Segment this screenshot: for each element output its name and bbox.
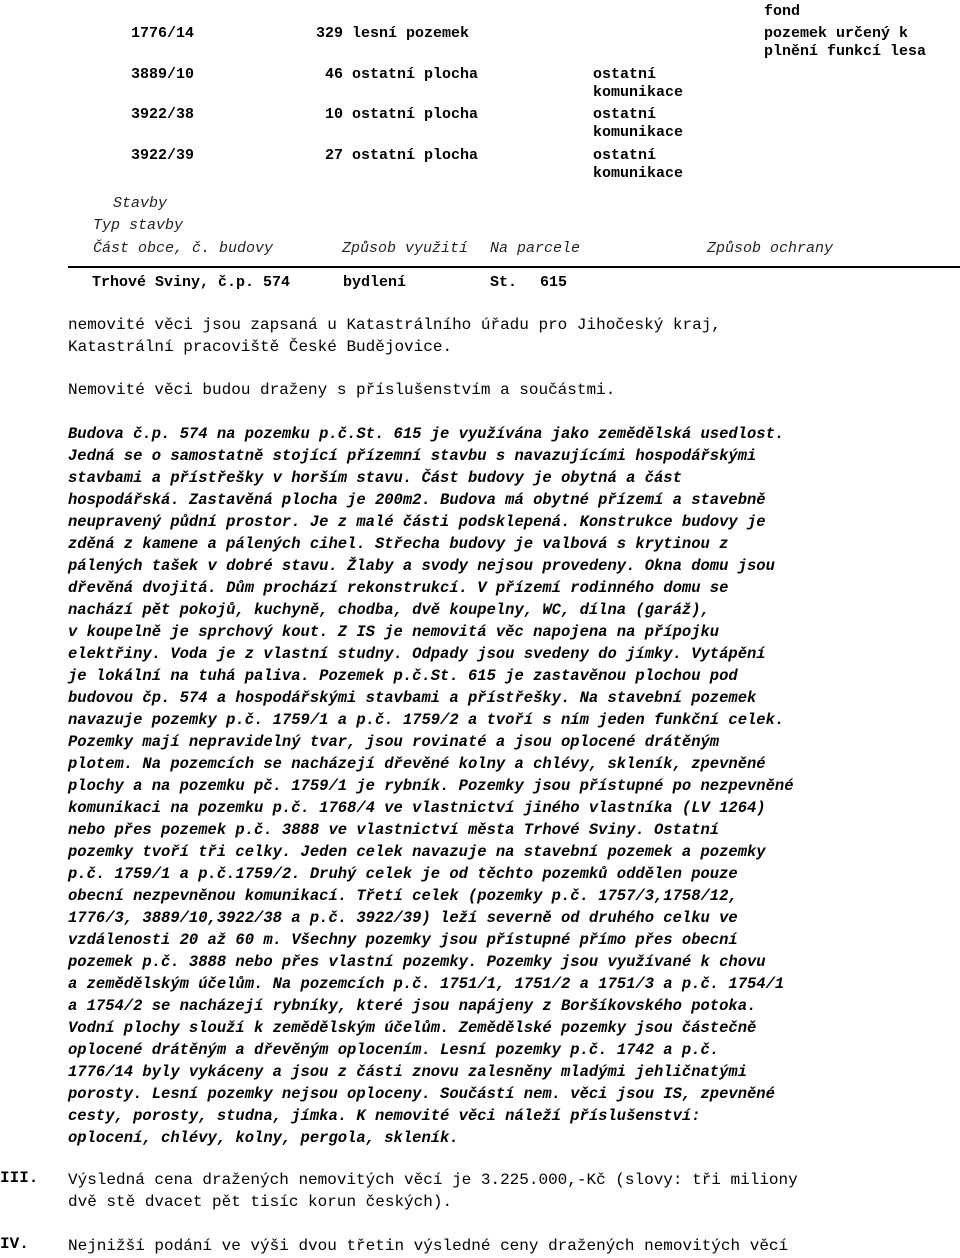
section-III-line: Výsledná cena dražených nemovitých věcí je 3.225.000,-Kč (slovy: tři miliony xyxy=(68,1171,798,1189)
description-line: pálených tašek v dobré stavu. Žlaby a svody nejsou provedeny. Okna domu jsou xyxy=(68,557,775,575)
parcel-use-line-2: komunikace xyxy=(593,84,684,101)
registration-line: Katastrální pracoviště České Budějovice. xyxy=(68,338,453,356)
description-line: porosty. Lesní pozemky nejsou oploceny. Součástí nem. věci jsou IS, zpevněné xyxy=(68,1085,775,1103)
typ-stavby-heading: Typ stavby xyxy=(93,217,184,234)
description-line: oplocení, chlévy, kolny, pergola, skleník. xyxy=(68,1129,459,1147)
description-line: oplocené drátěným a dřevěným oplocením. Lesní pozemky p.č. 1742 a p.č. xyxy=(68,1041,720,1059)
description-line: nebo přes pozemek p.č. 3888 ve vlastnictví města Trhové Sviny. Ostatní xyxy=(68,821,720,839)
stavby-heading: Stavby xyxy=(113,195,168,212)
section-IV-line: Nejnižší podání ve výši dvou třetin výsledné ceny dražených nemovitých věcí xyxy=(68,1237,789,1255)
parcel-use-line-2: komunikace xyxy=(593,124,684,141)
section-III-line: dvě stě dvacet pět tisíc korun českých). xyxy=(68,1193,453,1211)
parcel-use-line-1: ostatní xyxy=(593,66,657,83)
parcel-use-line-2: komunikace xyxy=(593,165,684,182)
registration-paragraph xyxy=(68,314,914,358)
zpusob-ochrany-column-header: Způsob ochrany xyxy=(707,240,834,257)
description-line: budovou čp. 574 a hospodářskými stavbami a přístřešky. Na stavební pozemek xyxy=(68,689,757,707)
section-III-text xyxy=(68,1169,914,1213)
parcel-id: 3889/10 xyxy=(131,66,195,83)
building-use: bydlení xyxy=(343,274,407,291)
description-line: a 1754/2 se nacházejí rybníky, které jsou napájeny z Boršíkovského potoka. xyxy=(68,997,757,1015)
description-line: komunikaci na pozemku p.č. 1768/4 ve vlastnictví jiného vlastníka (LV 1264) xyxy=(68,799,766,817)
parcel-use-line-1: ostatní xyxy=(593,147,657,164)
parcel-desc: 46 ostatní plocha xyxy=(325,66,479,83)
description-line: plochy a na pozemku pč. 1759/1 je rybník. Pozemky jsou přístupné po nezpevněné xyxy=(68,777,794,795)
description-line: navazuje pozemky p.č. 1759/1 a p.č. 1759/2 a tvoří s ním jeden funkční celek. xyxy=(68,711,785,729)
description-line: je lokální na tuhá paliva. Pozemek p.č.St. 615 je zastavěnou plochou pod xyxy=(68,667,738,685)
parcel-id: 1776/14 xyxy=(131,25,195,42)
description-line: nachází pět pokojů, kuchyně, chodba, dvě koupelny, WC, dílna (garáž), xyxy=(68,601,710,619)
section-number-IV: IV. xyxy=(0,1235,29,1253)
description-line: dřevěná dvojitá. Dům prochází rekonstrukcí. V přízemí rodinného domu se xyxy=(68,579,729,597)
accessories-paragraph xyxy=(68,379,914,401)
description-line: 1776/14 byly vykáceny a jsou z části znovu zalesněny mladými jehličnatými xyxy=(68,1063,748,1081)
section-number-III: III. xyxy=(0,1169,39,1187)
parcel-desc: 329 lesní pozemek xyxy=(316,25,470,42)
parcel-use-line-1: ostatní xyxy=(593,106,657,123)
description-line: p.č. 1759/1 a p.č.1759/2. Druhý celek je od těchto pozemků oddělen pouze xyxy=(68,865,738,883)
parcel-id: 3922/39 xyxy=(131,147,195,164)
accessories-line: Nemovité věci budou draženy s příslušenstvím a součástmi. xyxy=(68,381,616,399)
description-line: Budova č.p. 574 na pozemku p.č.St. 615 je využívána jako zemědělská usedlost. xyxy=(68,425,785,443)
description-line: Pozemky mají nepravidelný tvar, jsou rovinaté a jsou oplocené drátěným xyxy=(68,733,720,751)
description-line: stavbami a přístřešky v horším stavu. Část budovy je obytná a část xyxy=(68,469,682,487)
description-line: a zemědělským účelům. Na pozemcích p.č. 1751/1, 1751/2 a 1751/3 a p.č. 1754/1 xyxy=(68,975,785,993)
fond-value-line-2: plnění funkcí lesa xyxy=(764,43,927,60)
parcel-id: 3922/38 xyxy=(131,106,195,123)
description-line: pozemky tvoří tři celky. Jeden celek navazuje na stavební pozemek a pozemky xyxy=(68,843,766,861)
parcel-desc: 10 ostatní plocha xyxy=(325,106,479,123)
description-line: Vodní plochy slouží k zemědělským účelům. Zemědělské pozemky jsou částečně xyxy=(68,1019,757,1037)
fond-value-line-1: pozemek určený k xyxy=(764,25,909,42)
description-line: zděná z kamene a pálených cihel. Střecha budovy je valbová s krytinou z xyxy=(68,535,729,553)
description-line: v koupelně je sprchový kout. Z IS je nemovitá věc napojena na přípojku xyxy=(68,623,720,641)
description-line: cesty, porosty, studna, jímka. K nemovité věci náleží příslušenství: xyxy=(68,1107,701,1125)
na-parcele-column-header: Na parcele xyxy=(490,240,581,257)
section-IV-text xyxy=(68,1235,914,1257)
building-parcel-prefix: St. xyxy=(490,274,518,291)
building-parcel-number: 615 xyxy=(540,274,568,291)
description-line: elektřiny. Voda je z vlastní studny. Odpady jsou svedeny do jímky. Vytápění xyxy=(68,645,766,663)
building-location: Trhové Sviny, č.p. 574 xyxy=(92,274,291,291)
cast-obce-column-header: Část obce, č. budovy xyxy=(93,240,274,257)
description-line: neupravený půdní prostor. Je z malé části podsklepená. Konstrukce budovy je xyxy=(68,513,766,531)
description-line: pozemek p.č. 3888 nebo přes vlastní pozemky. Pozemky jsou využívané k chovu xyxy=(68,953,766,971)
description-line: vzdálenosti 20 až 60 m. Všechny pozemky jsou přístupné přímo přes obecní xyxy=(68,931,738,949)
description-line: obecní nezpevněnou komunikací. Třetí celek (pozemky p.č. 1757/3,1758/12, xyxy=(68,887,738,905)
parcel-desc: 27 ostatní plocha xyxy=(325,147,479,164)
registration-line: nemovité věci jsou zapsaná u Katastrálního úřadu pro Jihočeský kraj, xyxy=(68,316,721,334)
description-line: hospodářská. Zastavěná plocha je 200m2. Budova má obytné přízemí a stavebně xyxy=(68,491,766,509)
zpusob-vyuziti-column-header: Způsob využití xyxy=(342,240,469,257)
description-line: 1776/3, 3889/10,3922/38 a p.č. 3922/39) leží severně od druhého celku ve xyxy=(68,909,738,927)
fond-header: fond xyxy=(764,3,801,20)
header-divider xyxy=(68,266,960,268)
description-line: Jedná se o samostatně stojící přízemní stavbu s navazujícími hospodářskými xyxy=(68,447,757,465)
description-line: plotem. Na pozemcích se nacházejí dřevěné kolny a chlévy, skleník, zpevněné xyxy=(68,755,766,773)
property-description xyxy=(68,423,914,1149)
